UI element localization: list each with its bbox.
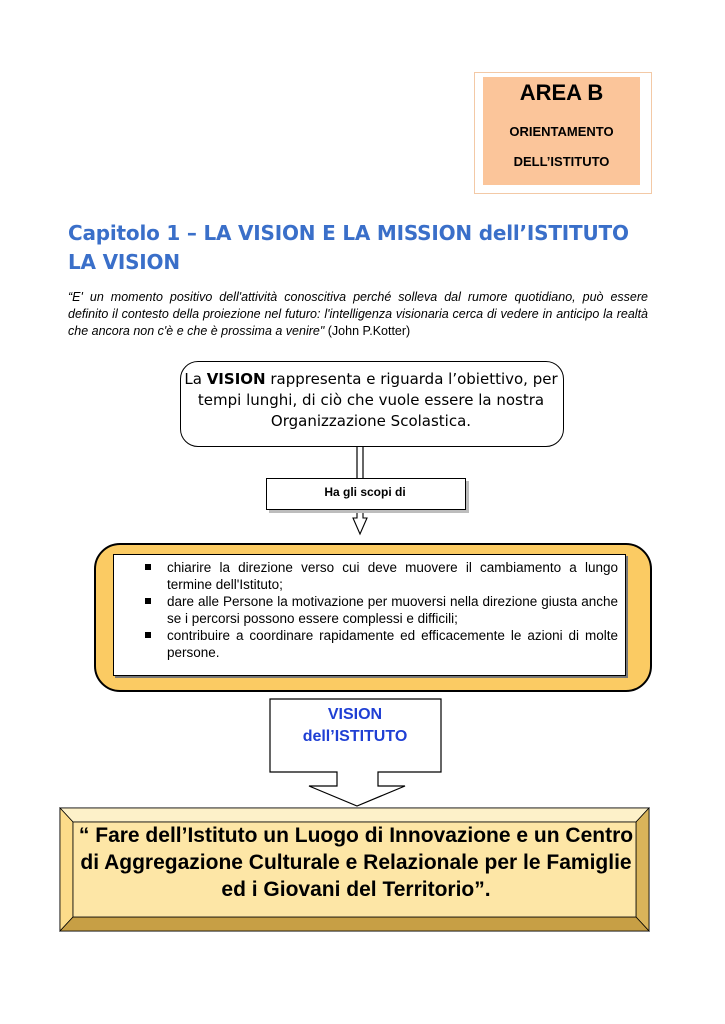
scopi-label: Ha gli scopi di [324, 485, 406, 499]
vision-text-pre: La [184, 370, 207, 388]
vision-istituto-title [270, 704, 440, 748]
vision-keyword: VISION [206, 370, 266, 388]
quote-text: “E' un momento positivo dell'attività conoscitiva perché solleva dal rumore quotidiano, può essere definito il contesto della proiezione nel futuro: l'intelligenza visionaria cerca di vedere in anticipo la realtà che ancora non c'è e che è prossima a venire" [68, 290, 648, 338]
area-title: AREA B [519, 80, 604, 105]
aims-list [142, 559, 618, 661]
area-subtitle-line2: DELL’ISTITUTO [513, 154, 610, 169]
vision-text-post: rappresenta e riguarda l’obiettivo, per tempi lunghi, di ciò che vuole essere la nostra Organizzazione Scolastica. [197, 370, 558, 430]
vision-istituto-line1: VISION [327, 706, 383, 723]
chapter-title: Capitolo 1 – LA VISION E LA MISSION dell’ISTITUTO [68, 221, 629, 245]
vision-istituto-line2: dell’ISTITUTO [302, 728, 408, 745]
quote-author: (John P.Kotter) [324, 324, 411, 338]
list-item: chiarire la direzione verso cui deve muovere il cambiamento a lungo termine dell'Istituto; [142, 559, 618, 593]
area-subtitle-line1: ORIENTAMENTO [509, 124, 614, 139]
list-item: contribuire a coordinare rapidamente ed efficacemente le azioni di molte persone. [142, 627, 618, 661]
section-title: LA VISION [68, 250, 180, 274]
vision-definition [180, 369, 562, 432]
list-item: dare alle Persone la motivazione per muoversi nella direzione giusta anche se i percorsi possono essere complessi e difficili; [142, 593, 618, 627]
institute-motto: “ Fare dell’Istituto un Luogo di Innovazione e un Centro di Aggregazione Culturale e Relazionale per le Famiglie ed i Giovani del Territorio”. [78, 824, 634, 901]
down-arrow-small [353, 509, 367, 534]
